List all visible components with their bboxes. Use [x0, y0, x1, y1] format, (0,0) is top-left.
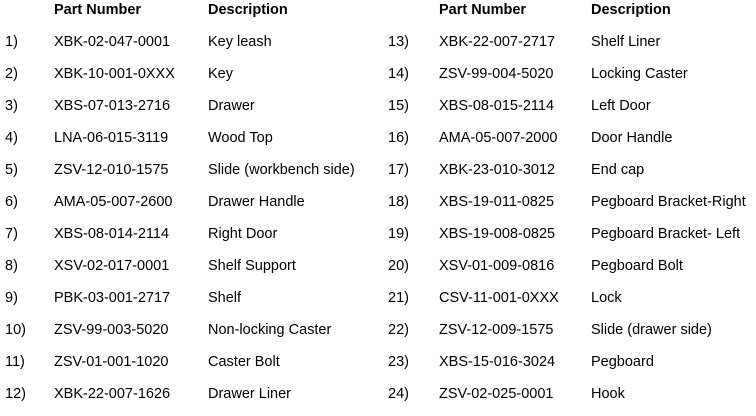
parts-row — [0, 256, 370, 288]
parts-rows-left — [0, 32, 370, 416]
item-number: 24) — [388, 386, 409, 402]
part-description: Hook — [591, 386, 625, 402]
parts-row — [385, 224, 755, 256]
part-number: ZSV-12-010-1575 — [54, 162, 169, 178]
parts-row — [0, 32, 370, 64]
part-description: Key leash — [208, 34, 272, 50]
parts-rows-right — [385, 32, 755, 416]
parts-row — [0, 352, 370, 384]
part-number: ZSV-01-001-1020 — [54, 354, 169, 370]
part-description: Pegboard Bracket- Left — [591, 226, 741, 242]
item-number: 15) — [388, 98, 409, 114]
item-number: 2) — [5, 66, 18, 82]
parts-row — [385, 256, 755, 288]
item-number: 1) — [5, 34, 18, 50]
part-number: CSV-11-001-0XXX — [439, 290, 559, 306]
part-description: Pegboard Bolt — [591, 258, 683, 274]
part-number: XBS-08-014-2114 — [54, 226, 170, 242]
part-number: AMA-05-007-2000 — [439, 130, 558, 146]
parts-row — [385, 64, 755, 96]
part-description: Drawer Liner — [208, 386, 291, 402]
parts-row — [0, 128, 370, 160]
part-number: XBS-07-013-2716 — [54, 98, 171, 114]
part-number: ZSV-12-009-1575 — [439, 322, 554, 338]
part-number: XBK-22-007-1626 — [54, 386, 171, 402]
part-description: Slide (drawer side) — [591, 322, 712, 338]
part-description: Non-locking Caster — [208, 322, 332, 338]
part-number: LNA-06-015-3119 — [54, 130, 169, 146]
parts-row — [0, 96, 370, 128]
item-number: 19) — [388, 226, 409, 242]
part-description: Shelf — [208, 290, 242, 306]
part-number: PBK-03-001-2717 — [54, 290, 171, 306]
part-description: Shelf Support — [208, 258, 296, 274]
part-description: Locking Caster — [591, 66, 688, 82]
item-number: 23) — [388, 354, 409, 370]
parts-row — [0, 192, 370, 224]
header-description-right: Description — [591, 2, 671, 18]
part-description: Pegboard Bracket-Right — [591, 194, 746, 210]
item-number: 16) — [388, 130, 409, 146]
item-number: 7) — [5, 226, 18, 242]
item-number: 14) — [388, 66, 409, 82]
part-description: Right Door — [208, 226, 278, 242]
part-description: Pegboard — [591, 354, 654, 370]
part-description: Key — [208, 66, 233, 82]
parts-row — [0, 384, 370, 416]
header-part-number-left: Part Number — [54, 2, 142, 18]
part-number: XBK-02-047-0001 — [54, 34, 171, 50]
part-description: Wood Top — [208, 130, 273, 146]
parts-row — [385, 352, 755, 384]
item-number: 5) — [5, 162, 18, 178]
item-number: 4) — [5, 130, 18, 146]
parts-row — [0, 224, 370, 256]
part-number: XBK-23-010-3012 — [439, 162, 556, 178]
item-number: 20) — [388, 258, 409, 274]
parts-row — [385, 320, 755, 352]
item-number: 9) — [5, 290, 18, 306]
part-number: XBS-08-015-2114 — [439, 98, 555, 114]
part-description: Drawer Handle — [208, 194, 305, 210]
item-number: 13) — [388, 34, 409, 50]
part-description: Caster Bolt — [208, 354, 280, 370]
parts-row — [0, 64, 370, 96]
item-number: 22) — [388, 322, 409, 338]
part-number: XBK-22-007-2717 — [439, 34, 556, 50]
parts-row — [385, 384, 755, 416]
item-number: 18) — [388, 194, 409, 210]
part-number: XBS-19-011-0825 — [439, 194, 555, 210]
item-number: 17) — [388, 162, 409, 178]
part-number: XBK-10-001-0XXX — [54, 66, 175, 82]
part-number: XSV-01-009-0816 — [439, 258, 555, 274]
part-description: End cap — [591, 162, 645, 178]
parts-row — [0, 320, 370, 352]
parts-row — [385, 96, 755, 128]
header-description-left: Description — [208, 2, 288, 18]
part-number: XBS-19-008-0825 — [439, 226, 556, 242]
parts-row — [385, 192, 755, 224]
parts-row — [385, 128, 755, 160]
parts-row — [385, 160, 755, 192]
parts-row — [385, 32, 755, 64]
parts-row — [0, 160, 370, 192]
part-description: Drawer — [208, 98, 255, 114]
item-number: 12) — [5, 386, 26, 402]
parts-row — [385, 288, 755, 320]
part-description: Shelf Liner — [591, 34, 661, 50]
part-number: ZSV-02-025-0001 — [439, 386, 554, 402]
part-description: Slide (workbench side) — [208, 162, 355, 178]
part-description: Left Door — [591, 98, 651, 114]
item-number: 10) — [5, 322, 26, 338]
part-number: XSV-02-017-0001 — [54, 258, 170, 274]
item-number: 6) — [5, 194, 18, 210]
part-number: ZSV-99-003-5020 — [54, 322, 169, 338]
item-number: 11) — [5, 354, 25, 370]
part-number: ZSV-99-004-5020 — [439, 66, 554, 82]
header-part-number-right: Part Number — [439, 2, 527, 18]
item-number: 21) — [388, 290, 409, 306]
part-description: Lock — [591, 290, 622, 306]
part-number: AMA-05-007-2600 — [54, 194, 173, 210]
part-description: Door Handle — [591, 130, 673, 146]
parts-row — [0, 288, 370, 320]
part-number: XBS-15-016-3024 — [439, 354, 556, 370]
item-number: 8) — [5, 258, 18, 274]
item-number: 3) — [5, 98, 18, 114]
